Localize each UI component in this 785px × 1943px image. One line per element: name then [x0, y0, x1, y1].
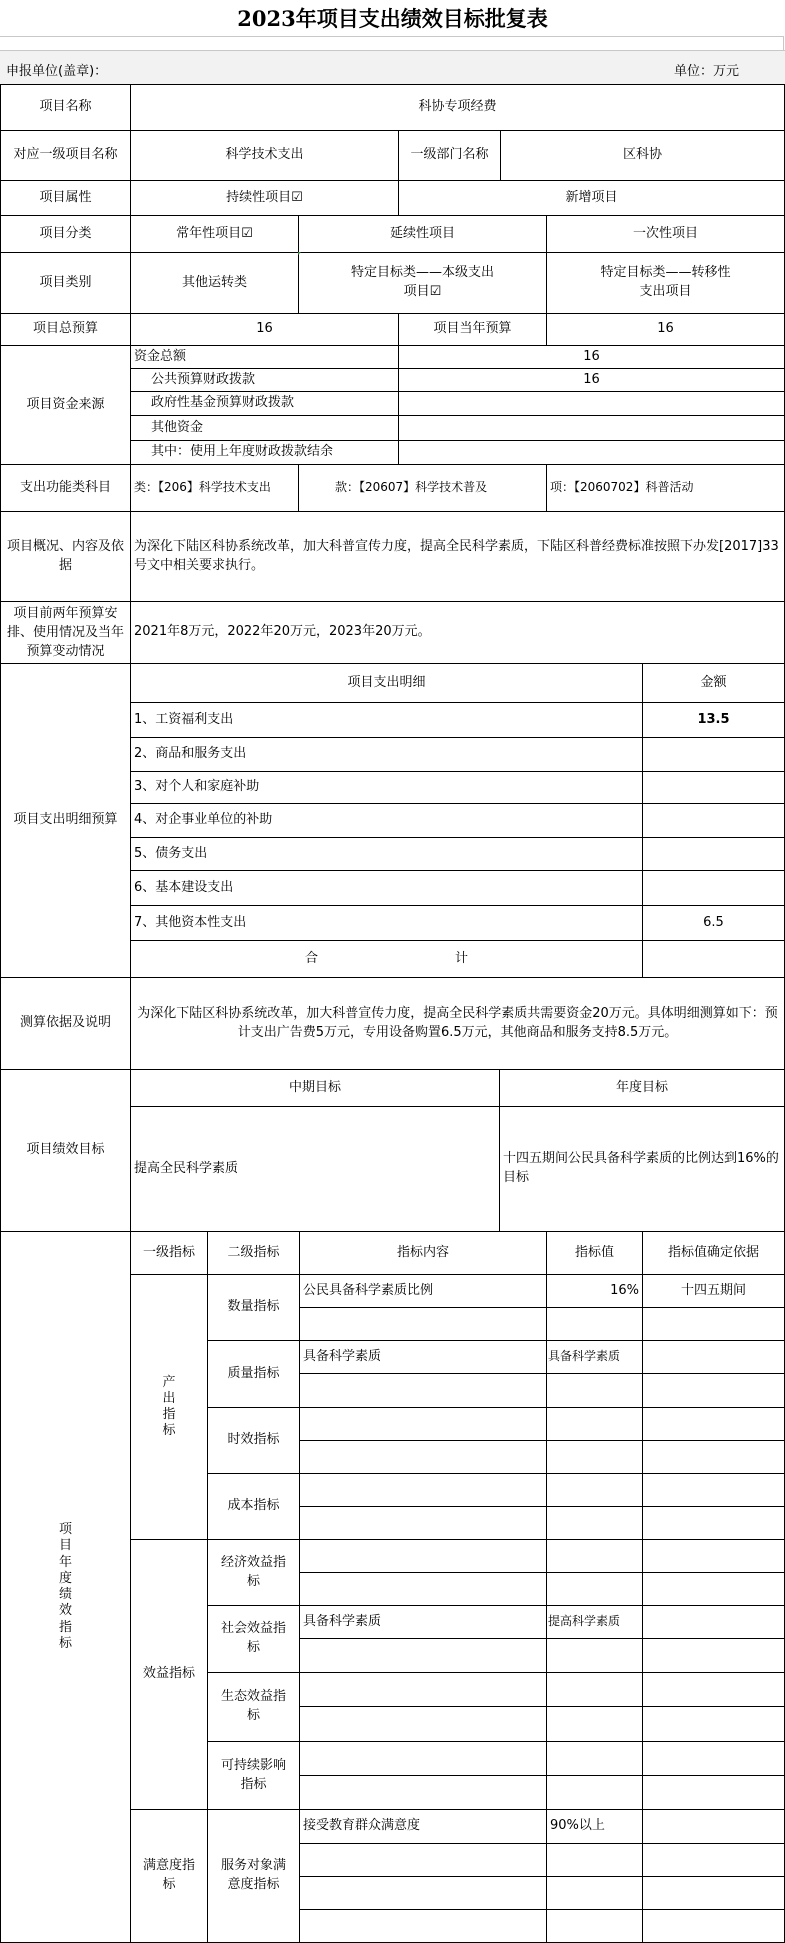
- value-class-specific-transfer: 特定目标类——转移性支出项目: [546, 252, 785, 314]
- indicator-value: 90%以上: [546, 1809, 643, 1844]
- indicator-empty: [299, 1506, 547, 1540]
- indicator-empty: [642, 1373, 785, 1408]
- indicator-empty: [642, 1843, 785, 1877]
- indicator-value: 具备科学素质: [546, 1340, 643, 1374]
- value-total-budget: 16: [130, 313, 399, 346]
- label-perf-goal: 项目绩效目标: [0, 1069, 131, 1232]
- level1-output: 产出指标: [130, 1274, 208, 1540]
- indicator-empty: [546, 1572, 643, 1606]
- detail-row-label: 6、基本建设支出: [130, 870, 643, 906]
- indicator-empty: [642, 1638, 785, 1673]
- indicator-empty: [642, 1440, 785, 1474]
- level2-ecological: 生态效益指标: [207, 1672, 300, 1742]
- unit-label: 单位：万元: [674, 64, 740, 79]
- label-attribute: 项目属性: [0, 180, 131, 216]
- indicator-empty: [642, 1572, 785, 1606]
- detail-row-label: 7、其他资本性支出: [130, 905, 643, 941]
- fund-source-label: 政府性基金预算财政拨款: [130, 391, 399, 416]
- fund-source-value: [398, 391, 785, 416]
- detail-row-label: 3、对个人和家庭补助: [130, 771, 643, 804]
- indicator-empty: [546, 1741, 643, 1776]
- fund-source-value: 16: [398, 345, 785, 369]
- detail-row-amount: 13.5: [642, 702, 785, 738]
- detail-row-label: 4、对企事业单位的补助: [130, 803, 643, 838]
- label-dept-name: 一级部门名称: [398, 130, 501, 181]
- label-project-name: 项目名称: [0, 84, 131, 131]
- fund-source-value: [398, 415, 785, 441]
- indicator-empty: [546, 1843, 643, 1877]
- level2-sustainable: 可持续影响指标: [207, 1741, 300, 1810]
- detail-row-amount: [642, 737, 785, 772]
- label-class: 项目类别: [0, 252, 131, 314]
- goal-annual-value: 十四五期间公民具备科学素质的比例达到16%的目标: [499, 1106, 785, 1232]
- fund-source-label: 其中：使用上年度财政拨款结余: [130, 440, 399, 465]
- goal-mid-value: 提高全民科学素质: [130, 1106, 500, 1232]
- fund-source-label: 其他资金: [130, 415, 399, 441]
- indicator-value: 16%: [546, 1274, 643, 1308]
- func-subject-section: 款：【20607】科学技术普及: [298, 464, 547, 512]
- func-subject-class: 类：【206】科学技术支出: [130, 464, 299, 512]
- indicator-empty: [642, 1706, 785, 1742]
- indicator-empty: [299, 1672, 547, 1707]
- fund-source-label: 公共预算财政拨款: [130, 368, 399, 392]
- label-primary-project: 对应一级项目名称: [0, 130, 131, 181]
- grid-spacer: [0, 36, 784, 50]
- indicator-basis: [642, 1340, 785, 1374]
- label-fund-source: 项目资金来源: [0, 345, 131, 465]
- indicator-empty: [546, 1440, 643, 1474]
- indicator-empty: [299, 1741, 547, 1776]
- detail-row-amount: [642, 870, 785, 906]
- indicator-empty: [299, 1706, 547, 1742]
- indicator-header: 指标值确定依据: [642, 1231, 785, 1275]
- value-class-specific-this: 特定目标类——本级支出项目☑: [298, 252, 547, 314]
- indicator-basis: 十四五期间: [642, 1274, 785, 1308]
- level2-economic: 经济效益指标: [207, 1539, 300, 1606]
- value-prior: 2021年8万元，2022年20万元，2023年20万元。: [130, 601, 785, 664]
- value-cat-extended: 延续性项目: [298, 215, 547, 253]
- indicator-empty: [546, 1638, 643, 1673]
- indicator-basis: [642, 1605, 785, 1639]
- indicator-empty: [299, 1638, 547, 1673]
- value-class-other: 其他运转类: [130, 252, 299, 314]
- detail-header-amount: 金额: [642, 663, 785, 703]
- fund-source-label: 资金总额: [130, 345, 399, 369]
- value-cat-regular: 常年性项目☑: [130, 215, 299, 253]
- indicator-empty: [546, 1307, 643, 1341]
- indicator-empty: [546, 1373, 643, 1408]
- indicator-header: 指标内容: [299, 1231, 547, 1275]
- indicator-empty: [546, 1407, 643, 1441]
- indicator-empty: [642, 1876, 785, 1910]
- detail-total-label: [130, 940, 643, 978]
- detail-row-amount: [642, 771, 785, 804]
- goal-mid-label: 中期目标: [130, 1069, 500, 1107]
- indicator-value: 提高科学素质: [546, 1605, 643, 1639]
- label-calc-basis: 测算依据及说明: [0, 977, 131, 1070]
- fund-source-value: 16: [398, 368, 785, 392]
- value-attr-continuing: 持续性项目☑: [130, 180, 399, 216]
- value-calc-basis: 为深化下陆区科协系统改革，加大科普宣传力度，提高全民科学素质共需要资金20万元。具体明细测算如下：预计支出广告费5万元，专用设备购置6.5万元，其他商品和服务支持8.5万元。: [130, 977, 785, 1070]
- indicator-empty: [299, 1407, 547, 1441]
- detail-total-label-b: 计: [455, 950, 469, 966]
- indicator-empty: [546, 1706, 643, 1742]
- indicator-content: 具备科学素质: [299, 1340, 547, 1374]
- applicant-label: 申报单位(盖章)：: [6, 64, 108, 79]
- indicator-empty: [642, 1407, 785, 1441]
- level2-timeliness: 时效指标: [207, 1407, 300, 1474]
- detail-row-amount: [642, 837, 785, 871]
- detail-header-item: 项目支出明细: [130, 663, 643, 703]
- level1-satisfaction: 满意度指标: [130, 1809, 208, 1943]
- indicator-empty: [642, 1909, 785, 1943]
- label-prior: 项目前两年预算安排、使用情况及当年预算变动情况: [0, 601, 131, 664]
- fund-source-value: [398, 440, 785, 465]
- detail-total-value: [642, 940, 785, 978]
- indicator-empty: [546, 1539, 643, 1573]
- level2-social: 社会效益指标: [207, 1605, 300, 1673]
- label-category: 项目分类: [0, 215, 131, 253]
- indicator-empty: [642, 1307, 785, 1341]
- value-cat-onetime: 一次性项目: [546, 215, 785, 253]
- level2-cost: 成本指标: [207, 1473, 300, 1540]
- indicator-empty: [546, 1909, 643, 1943]
- level2-quantity: 数量指标: [207, 1274, 300, 1341]
- indicator-empty: [546, 1473, 643, 1507]
- goal-annual-label: 年度目标: [499, 1069, 785, 1107]
- detail-row-label: 1、工资福利支出: [130, 702, 643, 738]
- indicator-empty: [546, 1672, 643, 1707]
- level2-quality: 质量指标: [207, 1340, 300, 1408]
- indicator-empty: [299, 1307, 547, 1341]
- cell-comment-marker: [298, 252, 301, 255]
- page-title: 2023年项目支出绩效目标批复表: [237, 6, 548, 31]
- indicator-empty: [642, 1775, 785, 1810]
- indicator-empty: [546, 1775, 643, 1810]
- indicator-header: 二级指标: [207, 1231, 300, 1275]
- indicator-empty: [546, 1876, 643, 1910]
- label-detail-budget: 项目支出明细预算: [0, 663, 131, 978]
- indicator-empty: [642, 1741, 785, 1776]
- indicator-content: 具备科学素质: [299, 1605, 547, 1639]
- indicator-empty: [299, 1775, 547, 1810]
- indicator-empty: [642, 1506, 785, 1540]
- label-year-budget: 项目当年预算: [398, 313, 547, 346]
- func-subject-item: 项：【2060702】科普活动: [546, 464, 785, 512]
- indicator-header: 指标值: [546, 1231, 643, 1275]
- indicator-empty: [299, 1373, 547, 1408]
- indicator-empty: [299, 1440, 547, 1474]
- level2-service: 服务对象满意度指标: [207, 1809, 300, 1943]
- unit-row: [0, 50, 785, 84]
- value-year-budget: 16: [546, 313, 785, 346]
- indicator-empty: [299, 1843, 547, 1877]
- label-total-budget: 项目总预算: [0, 313, 131, 346]
- indicator-empty: [642, 1672, 785, 1707]
- indicator-empty: [642, 1539, 785, 1573]
- label-annual-indicators: 项目年度绩效指标: [0, 1231, 131, 1943]
- detail-row-amount: [642, 803, 785, 838]
- value-attr-new: 新增项目: [398, 180, 785, 216]
- indicator-empty: [546, 1506, 643, 1540]
- indicator-header: 一级指标: [130, 1231, 208, 1275]
- indicator-empty: [299, 1909, 547, 1943]
- value-overview: 为深化下陆区科协系统改革，加大科普宣传力度，提高全民科学素质，下陆区科普经费标准按照下办发[2017]33号文中相关要求执行。: [130, 511, 785, 602]
- indicator-empty: [299, 1473, 547, 1507]
- value-primary-project: 科学技术支出: [130, 130, 399, 181]
- indicator-empty: [299, 1539, 547, 1573]
- label-func-subject: 支出功能类科目: [0, 464, 131, 512]
- detail-row-label: 5、债务支出: [130, 837, 643, 871]
- indicator-empty: [642, 1473, 785, 1507]
- value-project-name: 科协专项经费: [130, 84, 785, 131]
- value-dept-name: 区科协: [500, 130, 785, 181]
- detail-row-label: 2、商品和服务支出: [130, 737, 643, 772]
- label-overview: 项目概况、内容及依据: [0, 511, 131, 602]
- detail-total-label-a: 合: [305, 950, 319, 966]
- indicator-empty: [299, 1572, 547, 1606]
- level1-benefit: 效益指标: [130, 1539, 208, 1810]
- detail-row-amount: 6.5: [642, 905, 785, 941]
- indicator-empty: [299, 1876, 547, 1910]
- indicator-content: 公民具备科学素质比例: [299, 1274, 547, 1308]
- indicator-content: 接受教育群众满意度: [299, 1809, 547, 1844]
- indicator-basis: [642, 1809, 785, 1844]
